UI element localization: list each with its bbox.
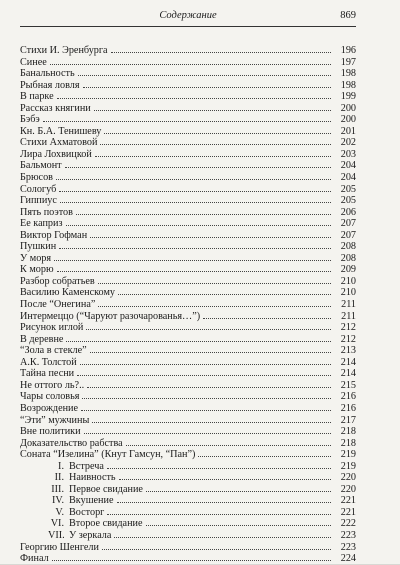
toc-entry — [20, 229, 356, 241]
entry-title: Тайна песни — [20, 368, 75, 380]
toc-entry — [20, 113, 356, 125]
entry-roman-numeral: I. — [58, 460, 64, 472]
entry-title: Сологуб — [20, 183, 57, 195]
dot-leader — [117, 494, 332, 503]
running-title: Содержание — [159, 10, 217, 21]
entry-page-number: 219 — [340, 460, 356, 472]
entry-page-number: 211 — [341, 299, 356, 311]
entry-title: Бальмонт — [20, 160, 62, 172]
dot-leader — [87, 379, 331, 388]
entry-title: Кн. Б.А. Тенишеву — [20, 125, 102, 137]
entry-page-number: 214 — [340, 368, 356, 380]
dot-leader — [90, 229, 331, 238]
toc-entry — [20, 333, 356, 345]
entry-title: Чары соловья — [20, 391, 80, 403]
toc-entry — [20, 194, 356, 206]
entry-title: Рассказ княгини — [20, 102, 91, 114]
entry-page-number: 224 — [340, 553, 356, 565]
toc-entry — [20, 310, 356, 322]
dot-leader — [114, 529, 331, 538]
entry-title: Пять поэтов — [20, 206, 73, 218]
dot-leader — [107, 506, 331, 515]
dot-leader — [198, 448, 331, 457]
dot-leader — [111, 44, 331, 53]
entry-page-number: 218 — [340, 426, 356, 438]
entry-title: У зеркала — [69, 529, 112, 541]
dot-leader — [102, 541, 331, 550]
entry-page-number: 217 — [340, 414, 356, 426]
entry-page-number: 221 — [340, 506, 356, 518]
dot-leader — [54, 252, 331, 261]
entry-page-number: 207 — [340, 218, 356, 230]
toc-entry — [20, 217, 356, 229]
dot-leader — [94, 102, 331, 111]
entry-title: Не оттого ль?.. — [20, 379, 85, 391]
dot-leader — [107, 460, 331, 469]
toc-entry — [20, 125, 356, 137]
entry-title: У моря — [20, 252, 52, 264]
toc-subentry — [20, 529, 356, 541]
toc-subentry — [20, 460, 356, 472]
entry-title: Георгию Шенгели — [20, 541, 99, 553]
toc-subentry — [20, 517, 356, 529]
entry-page-number: 210 — [340, 287, 356, 299]
toc-entry — [20, 206, 356, 218]
entry-page-number: 199 — [340, 91, 356, 103]
toc-entry — [20, 102, 356, 114]
entry-title: Василию Каменскому — [20, 287, 115, 299]
entry-roman-numeral: II. — [54, 472, 64, 484]
dot-leader — [66, 217, 332, 226]
entry-title: После “Онегина” — [20, 299, 96, 311]
entry-page-number: 211 — [341, 310, 356, 322]
toc-subentry — [20, 483, 356, 495]
dot-leader — [60, 194, 331, 203]
dot-leader — [43, 113, 331, 122]
toc-subentry — [20, 471, 356, 483]
entry-title: Ее каприз — [20, 218, 63, 230]
dot-leader — [90, 344, 331, 353]
entry-label — [20, 553, 49, 565]
entry-page-number: 197 — [340, 56, 356, 68]
toc-entry — [20, 275, 356, 287]
toc-entry — [20, 148, 356, 160]
dot-leader — [56, 171, 331, 180]
entry-page-number: 204 — [340, 172, 356, 184]
toc-entry — [20, 263, 356, 275]
toc-entry — [20, 159, 356, 171]
entry-title: Восторг — [69, 506, 105, 518]
toc-entry — [20, 183, 356, 195]
entry-page-number: 213 — [340, 345, 356, 357]
dot-leader — [146, 517, 331, 526]
entry-title: Синее — [20, 56, 47, 68]
entry-title: Финал — [20, 553, 49, 565]
dot-leader — [50, 56, 331, 65]
entry-roman-numeral: IV. — [52, 495, 64, 507]
entry-title: Брюсов — [20, 172, 53, 184]
entry-page-number: 200 — [340, 102, 356, 114]
entry-page-number: 212 — [340, 322, 356, 334]
toc-entry — [20, 67, 356, 79]
dot-leader — [118, 286, 331, 295]
entry-page-number: 220 — [340, 472, 356, 484]
toc-entry — [20, 425, 356, 437]
entry-page-number: 216 — [340, 391, 356, 403]
toc-entry — [20, 298, 356, 310]
entry-page-number: 201 — [340, 125, 356, 137]
toc-entry — [20, 402, 356, 414]
dot-leader — [80, 356, 331, 365]
entry-roman-numeral: VII. — [48, 529, 65, 541]
toc-entry — [20, 240, 356, 252]
table-of-contents — [20, 44, 356, 564]
entry-page-number: 207 — [340, 229, 356, 241]
dot-leader — [126, 437, 331, 446]
entry-page-number: 198 — [340, 79, 356, 91]
entry-title: Гиппиус — [20, 195, 57, 207]
toc-entry — [20, 252, 356, 264]
entry-title: Рисунок иглой — [20, 322, 84, 334]
dot-leader — [59, 183, 331, 192]
dot-leader — [95, 148, 331, 157]
toc-entry — [20, 90, 356, 102]
entry-page-number: 219 — [340, 449, 356, 461]
toc-subentry — [20, 506, 356, 518]
entry-title: Интермеццо (“Чаруют разочарованья…”) — [20, 310, 201, 322]
entry-page-number: 208 — [340, 241, 356, 253]
dot-leader — [100, 136, 331, 145]
dot-leader — [146, 483, 331, 492]
toc-entry — [20, 136, 356, 148]
entry-page-number: 214 — [340, 356, 356, 368]
entry-title: В парке — [20, 91, 54, 103]
entry-title: Первое свидание — [69, 483, 143, 495]
entry-page-number: 208 — [340, 252, 356, 264]
dot-leader — [98, 298, 331, 307]
toc-entry — [20, 171, 356, 183]
dot-leader — [76, 206, 331, 215]
entry-page-number: 210 — [340, 275, 356, 287]
entry-page-number: 216 — [340, 402, 356, 414]
entry-title: Вкушение — [69, 495, 114, 507]
dot-leader — [203, 310, 331, 319]
toc-entry — [20, 321, 356, 333]
entry-title: Наивность — [69, 472, 116, 484]
entry-page-number: 215 — [340, 379, 356, 391]
entry-title: Бэбэ — [20, 114, 40, 126]
dot-leader — [83, 79, 331, 88]
entry-page-number: 222 — [340, 518, 356, 530]
dot-leader — [52, 552, 331, 561]
toc-entry — [20, 79, 356, 91]
entry-page-number: 212 — [340, 333, 356, 345]
entry-title: “Зола в стекле” — [20, 345, 87, 357]
toc-entry — [20, 344, 356, 356]
dot-leader — [119, 471, 331, 480]
entry-title: Соната “Изелина” (Кнут Гамсун, “Пан”) — [20, 449, 196, 461]
entry-title: Возрождение — [20, 402, 79, 414]
dot-leader — [65, 159, 331, 168]
dot-leader — [66, 333, 331, 342]
entry-title: Встреча — [69, 460, 104, 472]
header-rule — [20, 26, 356, 27]
entry-title: Доказательство рабства — [20, 437, 123, 449]
toc-entry — [20, 437, 356, 449]
entry-title: Рыбная ловля — [20, 79, 80, 91]
entry-title: Второе свидание — [69, 518, 143, 530]
toc-entry — [20, 286, 356, 298]
entry-title: К морю — [20, 264, 54, 276]
entry-title: “Эти” мужчины — [20, 414, 90, 426]
running-header — [20, 10, 356, 28]
toc-entry — [20, 356, 356, 368]
entry-title: Вне политики — [20, 426, 81, 438]
entry-title: Лира Лохвицкой — [20, 148, 92, 160]
entry-title: Банальность — [20, 68, 75, 80]
dot-leader — [104, 125, 331, 134]
dot-leader — [59, 240, 331, 249]
entry-page-number: 205 — [340, 195, 356, 207]
entry-title: Пушкин — [20, 241, 57, 253]
entry-title: Виктор Гофман — [20, 229, 88, 241]
dot-leader — [57, 263, 331, 272]
dot-leader — [77, 367, 331, 376]
toc-entry — [20, 390, 356, 402]
entry-page-number: 203 — [340, 148, 356, 160]
entry-page-number: 200 — [340, 114, 356, 126]
toc-entry — [20, 56, 356, 68]
entry-page-number: 220 — [340, 483, 356, 495]
dot-leader — [78, 67, 331, 76]
entry-title: В деревне — [20, 333, 64, 345]
toc-entry — [20, 448, 356, 460]
dot-leader — [57, 90, 331, 99]
entry-roman-numeral: V. — [55, 506, 64, 518]
entry-title: Разбор собратьев — [20, 275, 95, 287]
toc-entry — [20, 44, 356, 56]
dot-leader — [92, 414, 331, 423]
entry-title: Стихи И. Эренбурга — [20, 45, 108, 56]
entry-page-number: 221 — [340, 495, 356, 507]
dot-leader — [98, 275, 331, 284]
entry-title: А.К. Толстой — [20, 356, 77, 368]
entry-roman-numeral: III. — [51, 483, 64, 495]
entry-page-number: 218 — [340, 437, 356, 449]
entry-page-number: 206 — [340, 206, 356, 218]
toc-entry — [20, 367, 356, 379]
toc-entry — [20, 552, 356, 564]
toc-subentry — [20, 494, 356, 506]
entry-page-number: 198 — [340, 68, 356, 80]
dot-leader — [84, 425, 331, 434]
page-number: 869 — [340, 10, 356, 21]
entry-page-number: 209 — [340, 264, 356, 276]
dot-leader — [82, 390, 331, 399]
entry-page-number: 223 — [340, 529, 356, 541]
entry-page-number: 202 — [340, 137, 356, 149]
toc-entry — [20, 414, 356, 426]
entry-roman-numeral: VI. — [50, 518, 64, 530]
entry-page-number: 223 — [340, 541, 356, 553]
toc-entry — [20, 541, 356, 553]
entry-title: Стихи Ахматовой — [20, 137, 98, 149]
entry-page-number: 204 — [340, 160, 356, 172]
dot-leader — [86, 321, 331, 330]
entry-page-number: 196 — [340, 45, 356, 56]
entry-page-number: 205 — [340, 183, 356, 195]
toc-entry — [20, 379, 356, 391]
dot-leader — [81, 402, 331, 411]
